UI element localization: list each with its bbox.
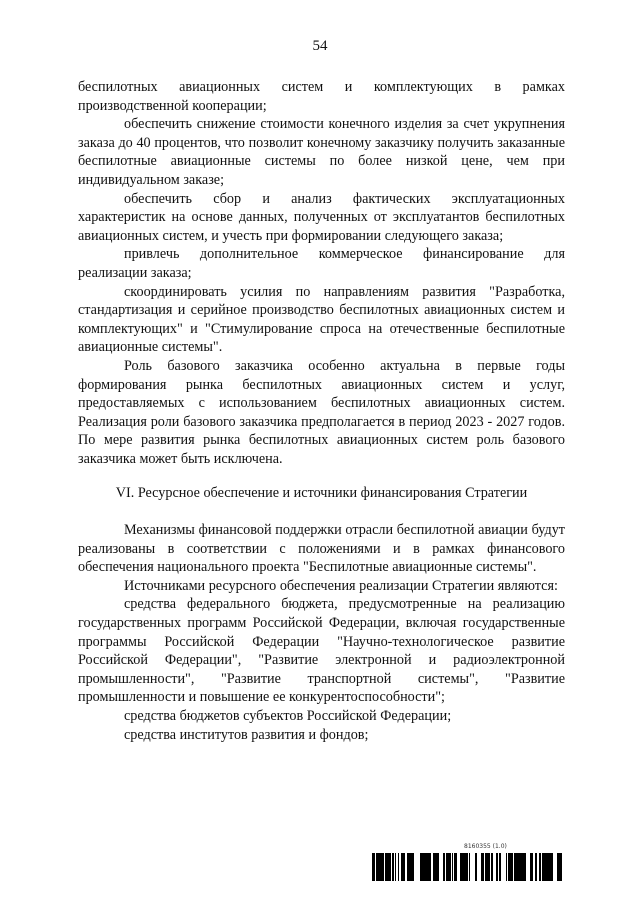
list-item: средства бюджетов субъектов Российской Федерации; [124, 708, 452, 724]
barcode [372, 853, 564, 881]
list-item: средства федерального бюджета, предусмотренные на реализацию государственных программ Российской Федерации, включая государственные программы Российской Федерации "Научно-технологическое развитие Российской Федерации", "Развитие электронной и радиоэлектронной промышленности", "Развитие транспортной системы", "Развитие промышленности и повышение ее конкурентоспособности"; [78, 596, 565, 706]
paragraph: обеспечить снижение стоимости конечного изделия за счет укрупнения заказа до 40 процентов, что позволит конечному заказчику получить заказанные беспилотные авиационные системы по более низкой цене, чем при индивидуальном заказе; [78, 116, 565, 188]
paragraph: беспилотных авиационных систем и комплектующих в рамках производственной кооперации; [78, 79, 565, 114]
paragraph: Механизмы финансовой поддержки отрасли беспилотной авиации будут реализованы в соответствии с положениями и в рамках финансового обеспечения национального проекта "Беспилотные авиационные системы". [78, 522, 565, 576]
paragraph: обеспечить сбор и анализ фактических эксплуатационных характеристик на основе данных, полученных от эксплуатантов беспилотных авиационных систем, и учесть при формировании следующего заказа; [78, 190, 565, 244]
page-number: 54 [312, 38, 328, 54]
document-body [78, 78, 565, 744]
paragraph: скоординировать усилия по направлениям развития "Разработка, стандартизация и серийное производство беспилотных авиационных систем и комплектующих" и "Стимулирование спроса на отечественные беспилотные авиационные системы". [78, 283, 565, 356]
list-item: средства институтов развития и фондов; [124, 726, 369, 743]
section-heading: VI. Ресурсное обеспечение и источники финансирования Стратегии [115, 485, 528, 502]
document-code: 8160355 (1.0) [464, 843, 507, 850]
paragraph: Источниками ресурсного обеспечения реализации Стратегии являются: [124, 577, 558, 594]
paragraph: Роль базового заказчика особенно актуальна в первые годы формирования рынка беспилотных авиационных систем и услуг, предоставляемых с использованием беспилотных авиационных систем. Реализация роли базового заказчика предполагается в период 2023 - 2027 годов. По мере развития рынка беспилотных авиационных систем роль базового заказчика может быть исключена. [78, 357, 565, 467]
paragraph: привлечь дополнительное коммерческое финансирование для реализации заказа; [78, 246, 565, 281]
